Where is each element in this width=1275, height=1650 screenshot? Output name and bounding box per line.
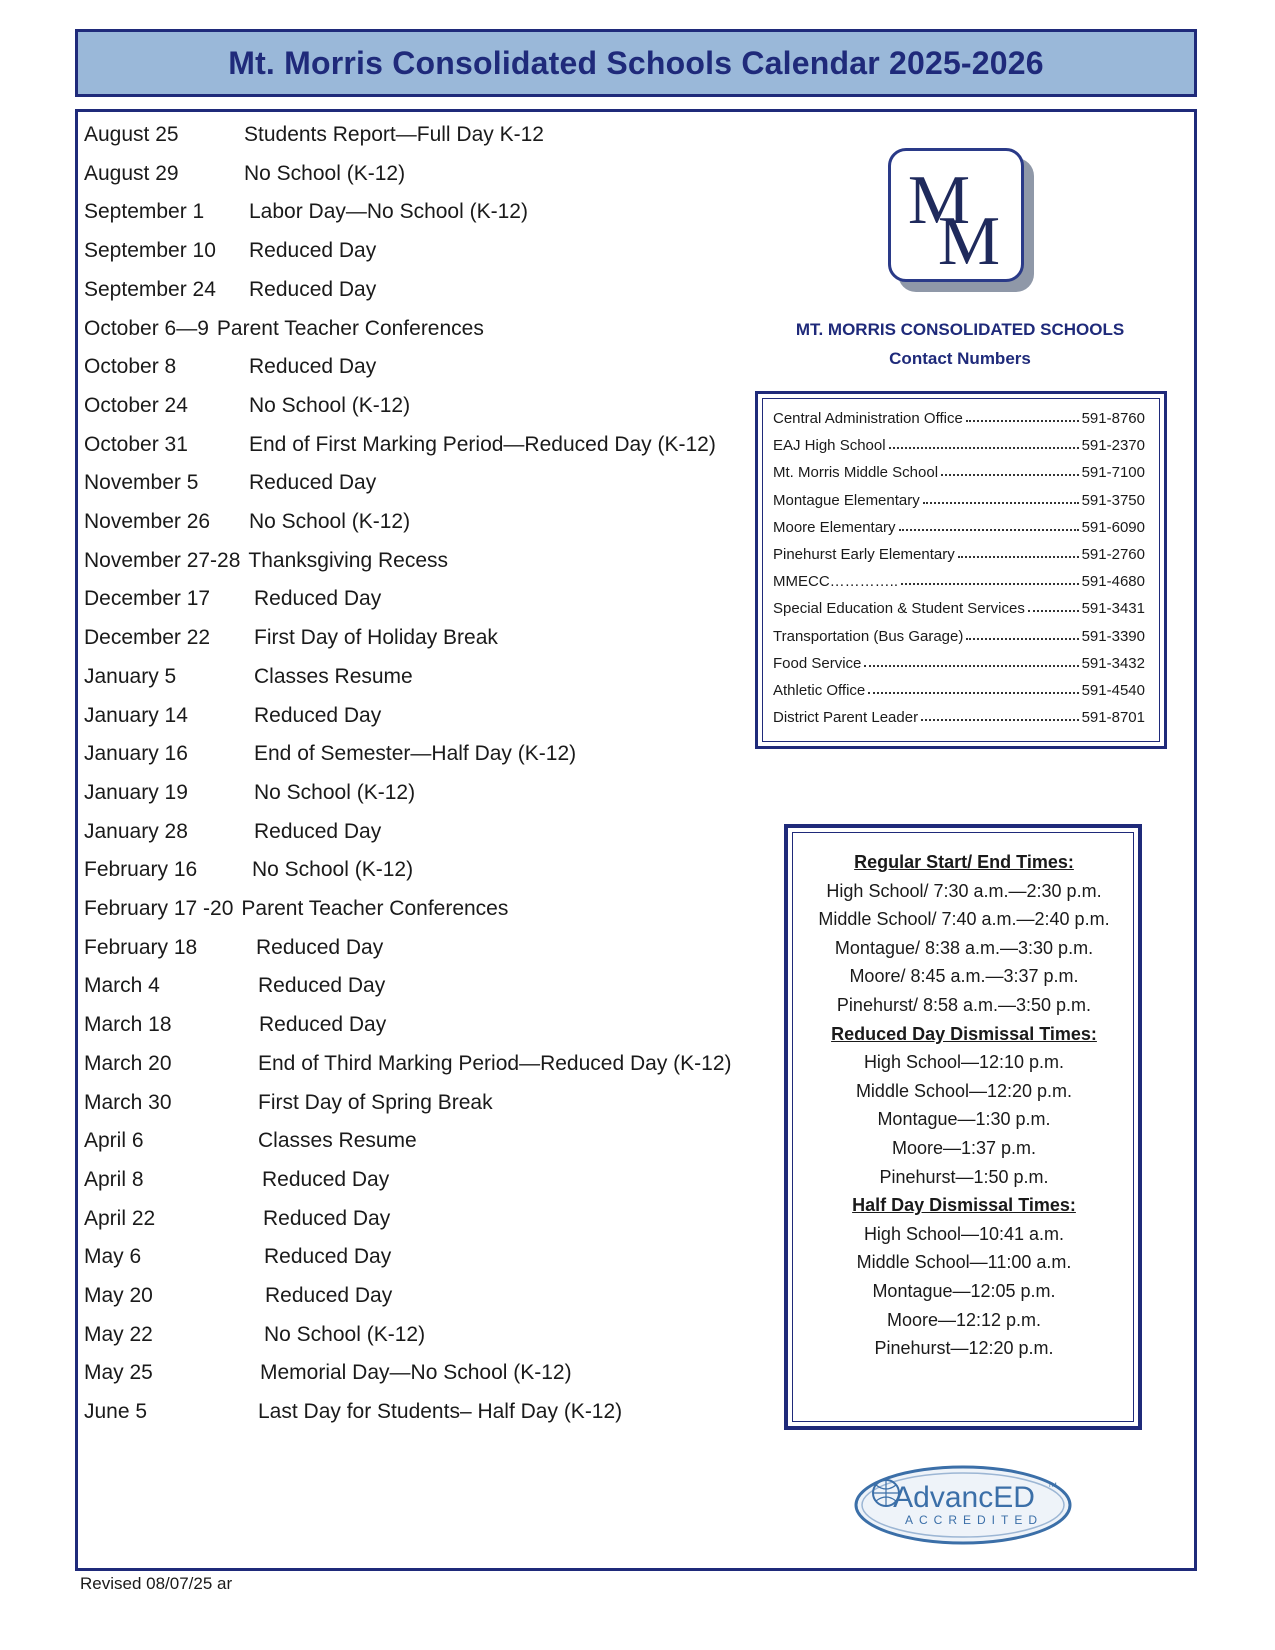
event-row: [84, 737, 576, 771]
event-date: May 25: [84, 1361, 153, 1385]
event-date: October 31: [84, 432, 188, 456]
contact-row: [773, 403, 1145, 427]
contact-name: Central Administration Office: [773, 410, 963, 427]
contact-number: 591-4680: [1081, 573, 1145, 591]
contact-name: Mt. Morris Middle School: [773, 464, 939, 482]
times-line: Montague—12:05 p.m.: [872, 1281, 1056, 1301]
event-date: May 6: [84, 1245, 142, 1269]
event-description: Reduced Day: [249, 239, 377, 263]
event-description: Reduced Day: [256, 935, 384, 959]
event-description: End of Semester—Half Day (K-12): [254, 742, 577, 766]
event-date: May 20: [84, 1284, 153, 1307]
event-description: No School (K-12): [244, 161, 406, 185]
event-date: April 22: [84, 1206, 156, 1230]
event-description: End of Third Marking Period—Reduced Day (K-12): [258, 1051, 732, 1075]
event-description: Reduced Day: [259, 1013, 387, 1037]
event-description: Last Day for Students– Half Day (K-12): [258, 1400, 623, 1424]
contact-name: Athletic Office: [773, 682, 866, 699]
contact-number: 591-4540: [1081, 682, 1145, 699]
contact-number: 591-3390: [1081, 627, 1145, 645]
event-row: [84, 621, 498, 655]
event-date: November 5: [84, 471, 199, 495]
event-row: [84, 1202, 390, 1236]
contact-number: 591-7100: [1081, 464, 1145, 482]
event-description: Classes Resume: [254, 664, 413, 688]
times-line: High School/ 7:30 a.m.—2:30 p.m.: [826, 880, 1102, 901]
times-heading: Half Day Dismissal Times:: [852, 1195, 1076, 1216]
times-line: High School—10:41 a.m.: [863, 1223, 1065, 1244]
event-date: September 24: [84, 277, 216, 301]
event-date: September 1: [84, 200, 205, 224]
dot-leader: [923, 502, 1079, 504]
contact-row: [773, 539, 1145, 563]
dot-leader: [864, 665, 1078, 667]
contact-name: Pinehurst Early Elementary: [773, 546, 955, 563]
event-description: Reduced Day: [249, 355, 377, 379]
event-description: Parent Teacher Conferences: [241, 897, 509, 920]
event-date: August 29: [84, 161, 179, 185]
contact-row: [773, 566, 1145, 590]
event-row: [84, 350, 376, 384]
dot-leader: [901, 583, 1079, 585]
event-row: [84, 1395, 622, 1429]
school-times-box: [784, 824, 1142, 1430]
event-date: May 22: [84, 1322, 153, 1346]
dot-leader: [966, 638, 1078, 640]
event-row: [84, 273, 376, 307]
event-row: [84, 853, 413, 887]
contact-number: 591-3750: [1081, 491, 1145, 509]
event-date: September 10: [84, 239, 216, 263]
contact-row: [773, 457, 1145, 481]
event-row: [84, 157, 405, 191]
contact-name: Special Education & Student Services: [773, 600, 1025, 618]
contact-name: MMECC…………..: [773, 573, 898, 591]
contact-list: [762, 398, 1160, 742]
event-date: February 16: [84, 858, 198, 882]
contact-row: [773, 702, 1145, 726]
event-description: Reduced Day: [254, 703, 382, 727]
event-row: [84, 466, 376, 500]
times-line: Moore—1:37 p.m.: [891, 1138, 1037, 1158]
event-row: [84, 969, 385, 1003]
event-row: [84, 1240, 391, 1274]
event-description: No School (K-12): [264, 1322, 426, 1346]
title-bar: [75, 29, 1197, 97]
event-date: January 19: [84, 780, 188, 804]
contact-row: [773, 621, 1145, 645]
event-row: [84, 776, 415, 810]
event-row: [84, 1163, 389, 1197]
school-times-list: [792, 832, 1134, 1422]
times-line: Pinehurst/ 8:58 a.m.—3:50 p.m.: [836, 995, 1092, 1015]
contact-number: 591-2760: [1081, 546, 1145, 563]
event-description: Reduced Day: [254, 587, 382, 611]
event-row: [84, 312, 484, 346]
times-line: Pinehurst—1:50 p.m.: [879, 1166, 1049, 1187]
dot-leader: [899, 529, 1079, 531]
event-row: [84, 118, 544, 152]
event-date: April 6: [84, 1129, 144, 1153]
event-row: [84, 505, 410, 539]
event-description: No School (K-12): [249, 510, 411, 533]
event-description: End of First Marking Period—Reduced Day (K-12): [249, 432, 716, 456]
event-description: Reduced Day: [263, 1206, 391, 1230]
event-date: June 5: [84, 1400, 148, 1424]
dot-leader: [958, 556, 1079, 558]
contact-row: [773, 593, 1145, 617]
event-description: No School (K-12): [252, 858, 414, 882]
event-row: [84, 195, 528, 229]
event-date: October 6—9: [84, 316, 209, 340]
event-row: [84, 660, 413, 694]
contact-number: 591-8760: [1081, 410, 1145, 427]
times-line: Pinehurst—12:20 p.m.: [874, 1338, 1054, 1359]
contact-box: [755, 391, 1167, 749]
contact-heading: MT. MORRIS CONSOLIDATED SCHOOLS: [795, 320, 1125, 339]
accreditation-name: AdvancED: [893, 1481, 1035, 1514]
event-description: Labor Day—No School (K-12): [249, 200, 528, 224]
contact-name: EAJ High School: [773, 437, 886, 455]
school-logo: [888, 148, 1024, 282]
event-date: March 18: [84, 1013, 172, 1037]
event-description: No School (K-12): [249, 393, 411, 417]
contact-subheading: Contact Numbers: [889, 349, 1031, 368]
contact-row: [773, 512, 1145, 536]
event-description: Reduced Day: [254, 819, 382, 843]
dot-leader: [966, 420, 1079, 422]
dot-leader: [921, 719, 1079, 721]
event-row: [84, 931, 383, 965]
event-date: April 8: [84, 1167, 144, 1191]
event-description: First Day of Holiday Break: [254, 626, 498, 650]
event-row: [84, 389, 410, 423]
times-line: Middle School/ 7:40 a.m.—2:40 p.m.: [818, 909, 1110, 930]
contact-number: 591-8701: [1081, 709, 1145, 727]
contact-row: [773, 485, 1145, 509]
contact-number: 591-2370: [1081, 437, 1145, 455]
times-line: Middle School—12:20 p.m.: [855, 1080, 1073, 1101]
event-date: December 17: [84, 587, 211, 611]
contact-row: [773, 675, 1145, 699]
event-date: October 24: [84, 393, 188, 417]
event-date: August 25: [84, 123, 179, 146]
dot-leader: [868, 692, 1078, 694]
times-line: Moore/ 8:45 a.m.—3:37 p.m.: [849, 966, 1079, 987]
revised-note: Revised 08/07/25 ar: [80, 1574, 233, 1593]
times-line: Moore—12:12 p.m.: [886, 1309, 1042, 1330]
event-date: January 5: [84, 664, 177, 688]
contact-number: 591-6090: [1081, 518, 1145, 536]
times-heading: Reduced Day Dismissal Times:: [831, 1023, 1097, 1044]
contact-name: Moore Elementary: [773, 518, 896, 536]
event-description: Reduced Day: [262, 1167, 390, 1191]
event-row: [84, 1318, 425, 1352]
accreditation-tm: TM: [1048, 1483, 1057, 1489]
event-date: December 22: [84, 626, 211, 650]
event-description: Thanksgiving Recess: [248, 548, 449, 572]
logo-letter-2: M: [937, 203, 1001, 279]
event-date: February 18: [84, 935, 198, 959]
event-row: [84, 1124, 417, 1158]
event-description: Reduced Day: [265, 1284, 393, 1307]
dot-leader: [889, 447, 1079, 449]
event-date: January 16: [84, 742, 188, 766]
contact-number: 591-3431: [1081, 600, 1145, 618]
contact-number: 591-3432: [1081, 654, 1145, 672]
event-date: November 26: [84, 510, 211, 533]
event-description: Reduced Day: [249, 471, 377, 495]
event-description: First Day of Spring Break: [258, 1090, 493, 1114]
times-line: Montague/ 8:38 a.m.—3:30 p.m.: [834, 937, 1094, 958]
event-row: [84, 815, 381, 849]
accreditation-subtitle: ACCREDITED: [904, 1513, 1044, 1527]
event-description: No School (K-12): [254, 780, 416, 804]
event-row: [84, 1008, 386, 1042]
event-row: [84, 1279, 392, 1313]
event-date: March 20: [84, 1051, 172, 1075]
event-row: [84, 544, 448, 578]
event-row: [84, 892, 508, 926]
times-heading: Regular Start/ End Times:: [854, 852, 1074, 872]
accreditation-badge-icon: [852, 1463, 1074, 1547]
event-row: [84, 582, 381, 616]
contact-name: District Parent Leader: [773, 709, 919, 727]
contact-name: Montague Elementary: [773, 491, 920, 509]
dot-leader: [1028, 610, 1079, 612]
event-description: Classes Resume: [258, 1129, 417, 1153]
event-description: Reduced Day: [264, 1245, 392, 1269]
event-date: March 4: [84, 974, 160, 998]
event-row: [84, 234, 376, 268]
event-description: Reduced Day: [249, 277, 377, 301]
dot-leader: [941, 474, 1079, 476]
event-date: March 30: [84, 1090, 172, 1114]
event-date: January 28: [84, 819, 188, 843]
event-row: [84, 1086, 493, 1120]
page-title: Mt. Morris Consolidated Schools Calendar 2025-2026: [228, 44, 1044, 81]
event-date: October 8: [84, 355, 177, 379]
event-description: Parent Teacher Conferences: [216, 316, 484, 340]
times-line: Montague—1:30 p.m.: [877, 1109, 1051, 1130]
advanced-accredited-logo: [852, 1463, 1074, 1547]
event-row: [84, 1047, 732, 1081]
times-line: Middle School—11:00 a.m.: [856, 1252, 1072, 1273]
event-date: November 27-28: [84, 548, 241, 572]
event-row: [84, 1356, 572, 1390]
event-description: Reduced Day: [258, 974, 386, 998]
mm-monogram-icon: [891, 151, 1021, 279]
event-description: Students Report—Full Day K-12: [244, 123, 544, 146]
event-description: Memorial Day—No School (K-12): [260, 1361, 572, 1385]
contact-row: [773, 430, 1145, 454]
event-date: February 17 -20: [84, 897, 234, 920]
event-date: January 14: [84, 703, 188, 727]
event-row: [84, 428, 716, 462]
contact-name: Food Service: [773, 654, 862, 672]
contact-row: [773, 648, 1145, 672]
contact-name: Transportation (Bus Garage): [773, 627, 964, 645]
times-line: High School—12:10 p.m.: [863, 1052, 1065, 1073]
logo-letter-1: M: [907, 162, 971, 239]
event-row: [84, 699, 381, 733]
